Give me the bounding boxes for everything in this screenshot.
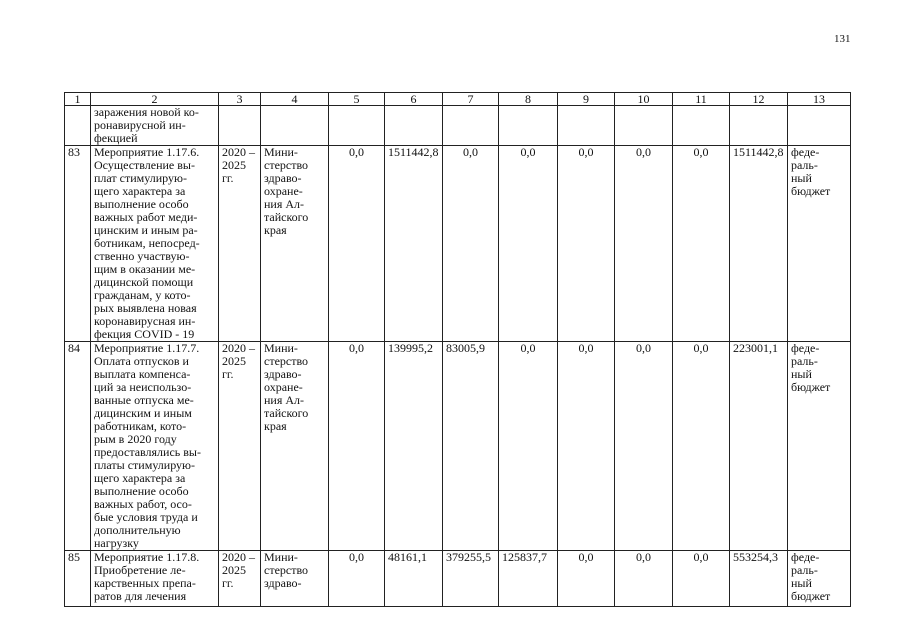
value-col7: 83005,9 — [443, 342, 499, 551]
column-header: 11 — [673, 93, 730, 106]
value-col9: 0,0 — [558, 146, 615, 342]
value-col10: 0,0 — [615, 551, 673, 607]
column-header: 8 — [499, 93, 558, 106]
funding-source: феде- раль- ный бюджет — [788, 342, 851, 551]
activity-description: заражения новой ко- ронавирусной ин- фекцией — [91, 106, 219, 146]
value-col12-total: 553254,3 — [730, 551, 788, 607]
value-col6: 139995,2 — [385, 342, 443, 551]
value-col8: 125837,7 — [499, 551, 558, 607]
program-activities-table — [64, 92, 851, 607]
value-col11: 0,0 — [673, 146, 730, 342]
funding-source: феде- раль- ный бюджет — [788, 551, 851, 607]
executor: Мини- стерство здраво- охране- ния Ал- тайского края — [261, 146, 329, 342]
funding-source: феде- раль- ный бюджет — [788, 146, 851, 342]
row-number: 84 — [65, 342, 91, 551]
page-number: 131 — [834, 33, 851, 45]
column-header: 7 — [443, 93, 499, 106]
value-col9: 0,0 — [558, 551, 615, 607]
value-col8: 0,0 — [499, 342, 558, 551]
activity-description: Мероприятие 1.17.7. Оплата отпусков и выплата компенса- ций за неиспользо- ванные отпуска ме- дицинским и иным работникам, кото- рым в 2020 году предоставлялись вы- платы стимулирую- щего характера за выполнение особо важных работ, осо- бые условия труда и дополнительную нагрузку — [91, 342, 219, 551]
column-header: 2 — [91, 93, 219, 106]
value-col5: 0,0 — [329, 342, 385, 551]
value-col6: 48161,1 — [385, 551, 443, 607]
table-row — [65, 342, 851, 551]
value-col8: 0,0 — [499, 146, 558, 342]
column-header: 3 — [219, 93, 261, 106]
column-header: 13 — [788, 93, 851, 106]
executor: Мини- стерство здраво- охране- ния Ал- тайского края — [261, 342, 329, 551]
table-row — [65, 146, 851, 342]
executor: Мини- стерство здраво- — [261, 551, 329, 607]
row-number: 83 — [65, 146, 91, 342]
value-col10: 0,0 — [615, 146, 673, 342]
column-header: 9 — [558, 93, 615, 106]
activity-description: Мероприятие 1.17.6. Осуществление вы- плат стимулирую- щего характера за выполнение особо важных работ меди- цинским и иным ра- ботникам, непосред- ственно участвую- щим в оказании ме- дицинской помощи гражданам, у кото- рых выявлена новая коронавирусная ин- фекция COVID - 19 — [91, 146, 219, 342]
period: 2020 – 2025 гг. — [219, 146, 261, 342]
value-col7: 379255,5 — [443, 551, 499, 607]
value-col11: 0,0 — [673, 551, 730, 607]
value-col11: 0,0 — [673, 342, 730, 551]
column-header: 5 — [329, 93, 385, 106]
activity-description: Мероприятие 1.17.8. Приобретение ле- карственных препа- ратов для лечения — [91, 551, 219, 607]
continuation-row — [65, 106, 851, 146]
value-col5: 0,0 — [329, 551, 385, 607]
column-header: 10 — [615, 93, 673, 106]
column-number-row — [65, 93, 851, 106]
column-header: 12 — [730, 93, 788, 106]
value-col9: 0,0 — [558, 342, 615, 551]
column-header: 1 — [65, 93, 91, 106]
value-col12-total: 1511442,8 — [730, 146, 788, 342]
value-col10: 0,0 — [615, 342, 673, 551]
column-header: 4 — [261, 93, 329, 106]
value-col7: 0,0 — [443, 146, 499, 342]
value-col5: 0,0 — [329, 146, 385, 342]
period: 2020 – 2025 гг. — [219, 342, 261, 551]
row-number: 85 — [65, 551, 91, 607]
value-col6: 1511442,8 — [385, 146, 443, 342]
value-col12-total: 223001,1 — [730, 342, 788, 551]
period: 2020 – 2025 гг. — [219, 551, 261, 607]
table-row — [65, 551, 851, 607]
column-header: 6 — [385, 93, 443, 106]
